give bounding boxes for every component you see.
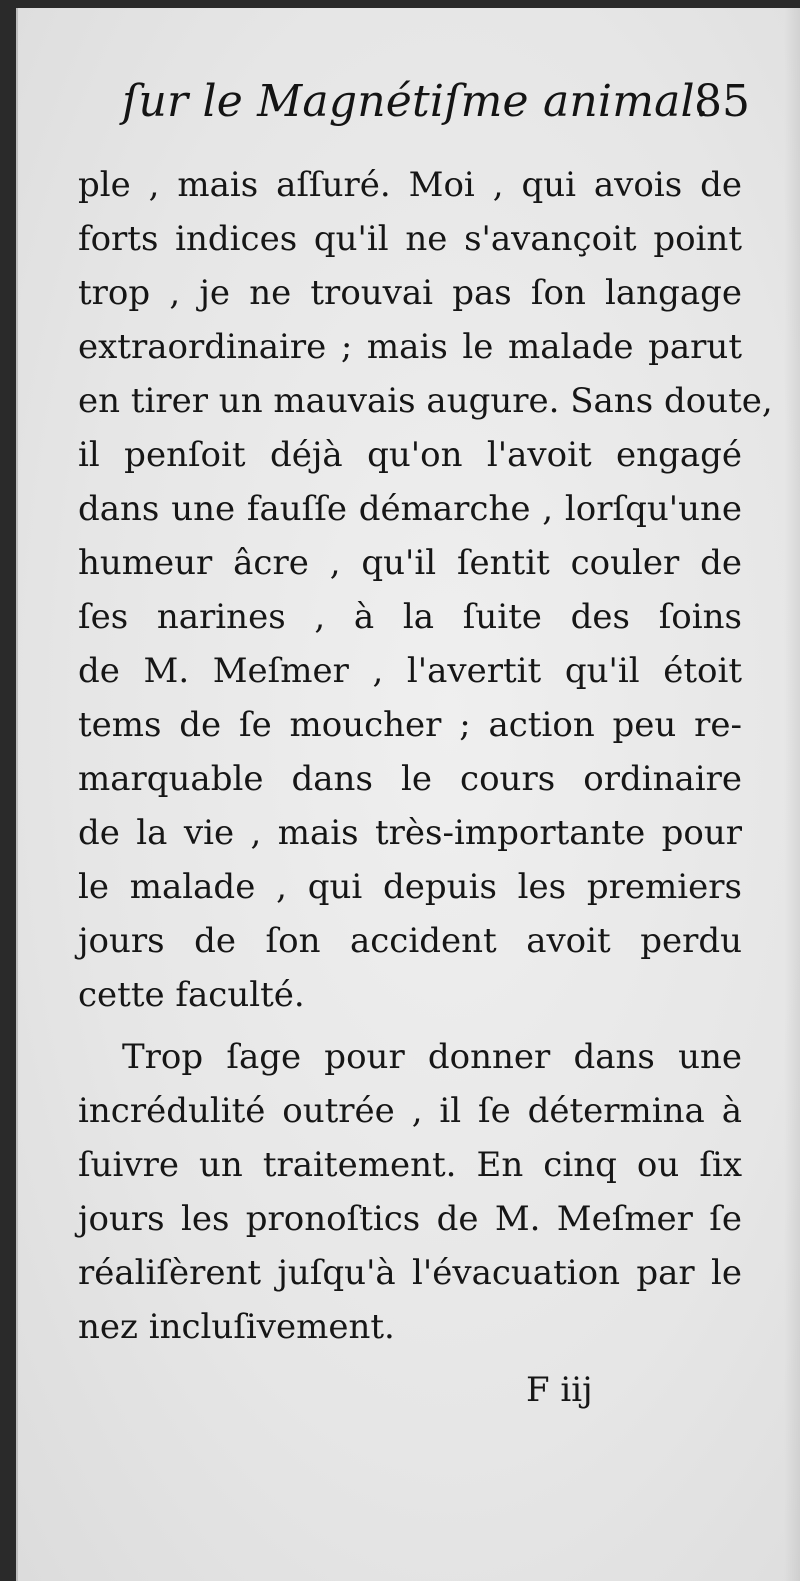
paragraph-gap <box>78 1022 742 1030</box>
text-line: forts indices qu'il ne s'avançoit point <box>78 219 742 259</box>
text-line: marquable dans le cours ordinaire <box>78 759 742 799</box>
text-line: en tirer un mauvais augure. Sans doute, <box>78 381 773 421</box>
text-line: dans une fauſſe démarche , lorſqu'une <box>78 489 742 529</box>
text-line: tems de ſe moucher ; action peu re- <box>78 705 742 745</box>
text-line: cette faculté. <box>78 975 305 1015</box>
text-line: ſuivre un traitement. En cinq ou ſix <box>78 1145 742 1185</box>
text-line: ple , mais aſſuré. Moi , qui avois de <box>78 165 742 205</box>
text-line: incrédulité outrée , il ſe détermina à <box>78 1091 742 1131</box>
text-line: extraordinaire ; mais le malade parut <box>78 327 742 367</box>
text-line: de M. Meſmer , l'avertit qu'il étoit <box>78 651 742 691</box>
signature-mark: F iij <box>526 1370 593 1410</box>
text-line: le malade , qui depuis les premiers <box>78 867 742 907</box>
text-line: Trop ſage pour donner dans une <box>122 1037 742 1077</box>
page-edge-shadow <box>784 8 800 1581</box>
text-line: nez incluſivement. <box>78 1307 395 1347</box>
text-line: ſes narines , à la ſuite des ſoins <box>78 597 742 637</box>
text-line: il penſoit déjà qu'on l'avoit engagé <box>78 435 742 475</box>
running-title: ſur le Magnétiſme animal. <box>122 76 710 127</box>
text-line: trop , je ne trouvai pas ſon langage <box>78 273 742 313</box>
paragraph-1 <box>78 158 773 1022</box>
book-page <box>16 8 800 1581</box>
text-line: jours de ſon accident avoit perdu <box>78 921 742 961</box>
text-line: humeur âcre , qu'il ſentit couler de <box>78 543 742 583</box>
paragraph-2 <box>78 1030 742 1354</box>
body-text <box>78 158 773 1354</box>
page-header <box>110 68 750 148</box>
text-line: réaliſèrent juſqu'à l'évacuation par le <box>78 1253 742 1293</box>
text-line: jours les pronoſtics de M. Meſmer ſe <box>78 1199 742 1239</box>
text-line: de la vie , mais très-importante pour <box>78 813 742 853</box>
page-number: 85 <box>694 76 750 127</box>
